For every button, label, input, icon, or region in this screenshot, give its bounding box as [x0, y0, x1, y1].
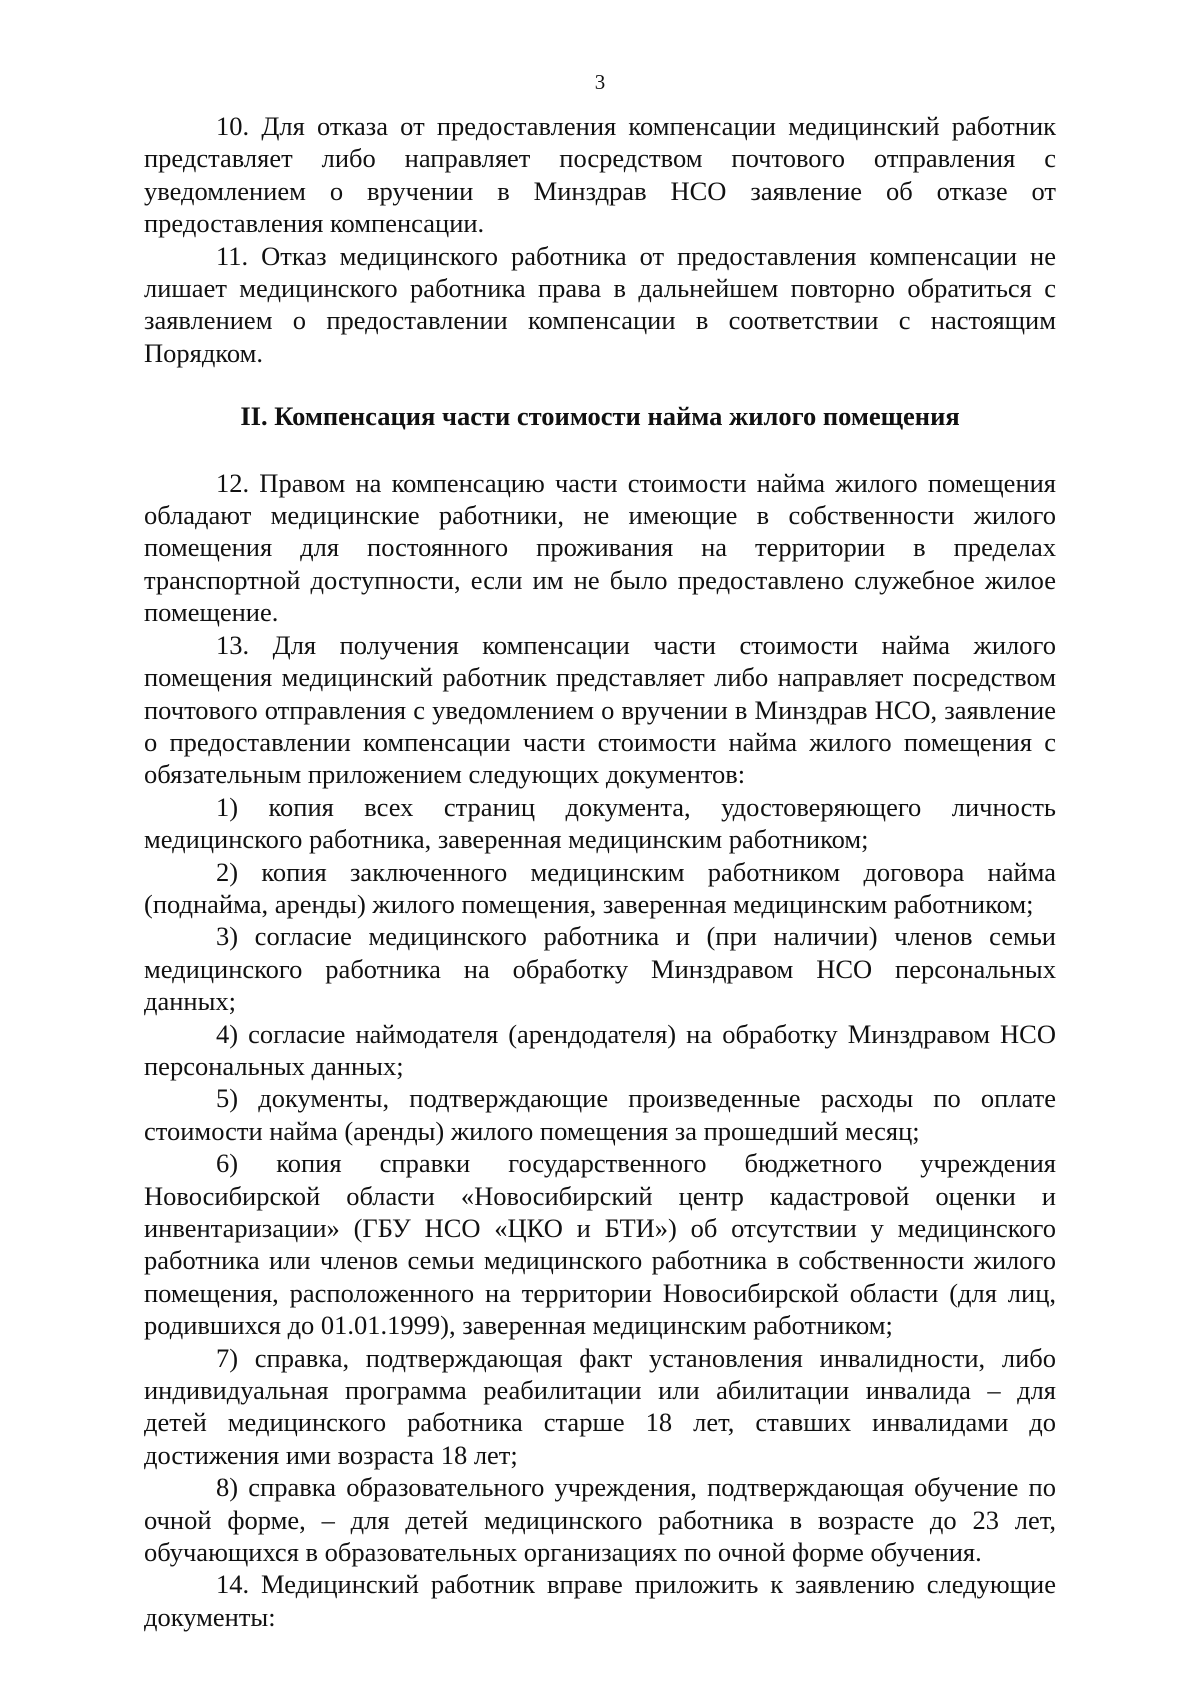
paragraph-13: 13. Для получения компенсации части стоимости найма жилого помещения медицинский работник представляет либо направляет посредством почтового отправления с уведомлением о вручении в Минздрав НСО, заявление о предоставлении компенсации части стоимости найма жилого помещения с обязательным приложением следующих документов: — [144, 629, 1056, 790]
page-number: 3 — [594, 70, 606, 94]
list-item-7: 7) справка, подтверждающая факт установления инвалидности, либо индивидуальная программа реабилитации или абилитации инвалида – для детей медицинского работника старше 18 лет, ставших инвалидами до достижения ими возраста 18 лет; — [144, 1342, 1056, 1470]
list-item-1: 1) копия всех страниц документа, удостоверяющего личность медицинского работника, заверенная медицинским работником; — [144, 791, 1056, 855]
paragraph-12: 12. Правом на компенсацию части стоимости найма жилого помещения обладают медицинские работники, не имеющие в собственности жилого помещения для постоянного проживания на территории в пределах транспортной доступности, если им не было предоставлено служебное жилое помещение. — [144, 467, 1056, 628]
document-body — [144, 110, 1056, 1633]
section-title: II. Компенсация части стоимости найма жилого помещения — [240, 401, 960, 432]
list-item-5: 5) документы, подтверждающие произведенные расходы по оплате стоимости найма (аренды) жилого помещения за прошедший месяц; — [144, 1083, 1056, 1146]
list-item-4: 4) согласие наймодателя (арендодателя) на обработку Минздравом НСО персональных данных; — [144, 1018, 1056, 1081]
paragraph-14: 14. Медицинский работник вправе приложить к заявлению следующие документы: — [144, 1569, 1056, 1632]
list-item-2: 2) копия заключенного медицинским работником договора найма (поднайма, аренды) жилого помещения, заверенная медицинским работником; — [144, 856, 1056, 919]
list-item-6: 6) копия справки государственного бюджетного учреждения Новосибирской области «Новосибирский центр кадастровой оценки и инвентаризации» (ГБУ НСО «ЦКО и БТИ») об отсутствии у медицинского работника или членов семьи медицинского работника в собственности жилого помещения, расположенного на территории Новосибирской области (для лиц, родившихся до 01.01.1999), заверенная медицинским работником; — [144, 1148, 1056, 1341]
list-item-3: 3) согласие медицинского работника и (при наличии) членов семьи медицинского работника на обработку Минздравом НСО персональных данных; — [144, 921, 1056, 1017]
list-item-8: 8) справка образовательного учреждения, подтверждающая обучение по очной форме, – для детей медицинского работника в возрасте до 23 лет, обучающихся в образовательных организациях по очной форме обучения. — [144, 1472, 1056, 1568]
paragraph-11: 11. Отказ медицинского работника от предоставления компенсации не лишает медицинского работника права в дальнейшем повторно обратиться с заявлением о предоставлении компенсации в соответствии с настоящим Порядком. — [144, 240, 1056, 368]
paragraph-10: 10. Для отказа от предоставления компенсации медицинский работник представляет либо направляет посредством почтового отправления с уведомлением о вручении в Минздрав НСО заявление об отказе от предоставления компенсации. — [144, 111, 1056, 239]
